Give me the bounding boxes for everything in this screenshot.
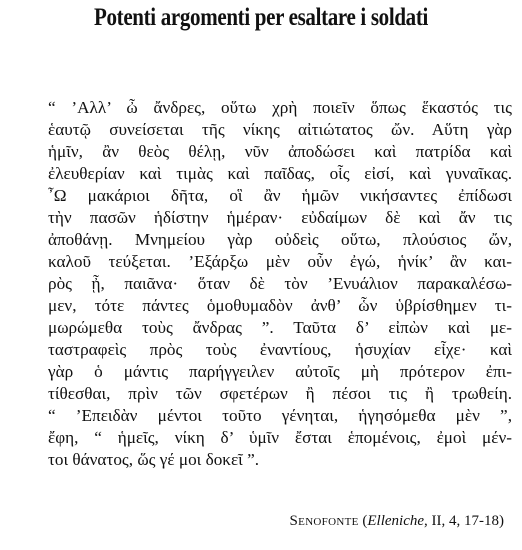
passage-line: καλοῦ τεύξεται. ’Εξάρξω μὲν οὖν ἐγώ, ἡνίκ’ ἂν και-: [48, 252, 512, 271]
passage-line: ρὸς ᾖ, παιᾶνα· ὅταν δὲ τὸν ’Ενυάλιον παρακαλέσω-: [48, 274, 512, 293]
source-citation: [290, 513, 504, 530]
passage-line: ἔφη, “ ἡμεῖς, νίκη δ’ ὑμῖν ἔσται ἑπομένοις, ἐμοὶ μέν-: [48, 428, 512, 447]
passage-line: τοι θάνατος, ὥς γέ μοι δοκεῖ ”.: [48, 450, 260, 469]
passage-line: ἀποθάνῃ. Μνημείου γὰρ οὐδεὶς οὕτω, πλούσιος ὤν,: [48, 230, 512, 249]
passage-line: ταστραφεὶς πρὸς τοὺς ἐναντίους, ἡσυχίαν εἶχε· καὶ: [48, 340, 512, 359]
passage-line: μωρώμεθα τοὺς ἄνδρας ”. Ταῦτα δ’ εἰπὼν καὶ με-: [48, 318, 512, 337]
page-title: Potenti argomenti per esaltare i soldati: [94, 4, 428, 31]
source-work: Elleniche: [367, 513, 425, 529]
passage-line: γὰρ ὁ μάντις παρήγγειλεν αὐτοῖς μὴ πρότερον ἐπι-: [48, 362, 512, 381]
passage-line: “ ’Αλλ’ ὦ ἄνδρες, οὕτω χρὴ ποιεῖν ὅπως ἕκαστός τις: [48, 98, 512, 117]
source-author: Senofonte: [289, 513, 359, 529]
source-reference: , II, 4, 17-18): [424, 513, 504, 529]
passage-line: ἡμῖν, ἂν θεὸς θέλῃ, νῦν ἀποδώσει καὶ πατρίδα καὶ: [48, 142, 512, 161]
greek-passage: [48, 97, 512, 471]
passage-line: τίθεσθαι, πρὶν τῶν σφετέρων ἢ πέσοι τις ἢ τρωθείη.: [48, 384, 512, 403]
passage-line: ῏Ω μακάριοι δῆτα, οἳ ἂν ἡμῶν νικήσαντες ἐπίδωσι: [48, 186, 512, 205]
passage-line: “ ’Επειδὰν μέντοι τοῦτο γένηται, ἡγησόμεθα μὲν ”,: [48, 406, 512, 425]
passage-line: ἑαυτῷ συνείσεται τῆς νίκης αἰτιώτατος ὤν. Αὕτη γὰρ: [48, 120, 512, 139]
passage-line: ἐλευθερίαν καὶ τιμὰς καὶ παῖδας, οἷς εἰσί, καὶ γυναῖκας.: [48, 164, 512, 183]
passage-line: τὴν πασῶν ἡδίστην ἡμέραν· εὐδαίμων δὲ καὶ ἄν τις: [48, 208, 512, 227]
source-open-paren: (: [362, 513, 368, 529]
passage-line: μεν, τότε πάντες ὁμοθυμαδὸν ἀνθ’ ὧν ὑβρίσθημεν τι-: [48, 296, 512, 315]
